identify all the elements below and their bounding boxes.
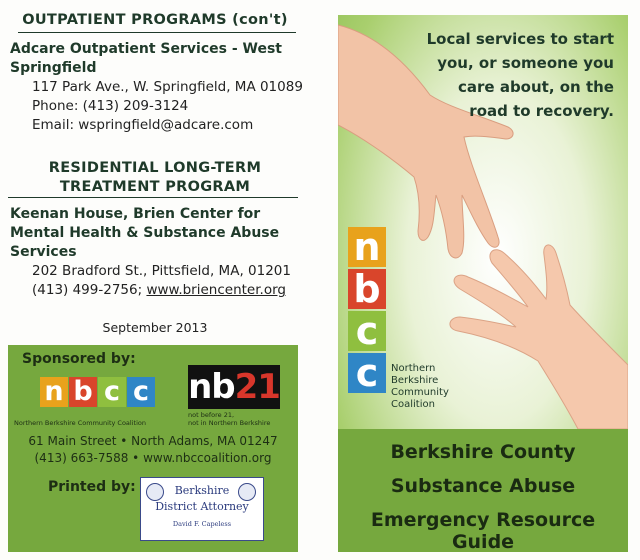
nb21-logo <box>188 365 280 409</box>
da-line3: David F. Capeless <box>172 520 232 528</box>
outpatient-heading: OUTPATIENT PROGRAMS (con't) <box>22 12 288 28</box>
adcare-phone: Phone: (413) 209-3124 <box>32 98 189 114</box>
nb21-caption-line2: not in Northern Berkshire <box>188 419 271 427</box>
coalition-name <box>391 363 449 411</box>
nbcc-tile-c1: c <box>98 377 126 407</box>
nbcc-big-tile-n: n <box>348 227 386 267</box>
adcare-address: 117 Park Ave., W. Springfield, MA 01089 <box>32 79 303 95</box>
sponsored-by-label: Sponsored by: <box>22 351 136 367</box>
nbcc-logo-small <box>40 377 156 407</box>
nb21-caption <box>188 411 298 427</box>
keenan-name-line1: Keenan House, Brien Center for <box>10 206 261 222</box>
lower-hand-icon <box>450 245 628 429</box>
left-panel <box>0 0 310 560</box>
keenan-name-line3: Services <box>10 244 77 260</box>
nb21-text-b: 21 <box>234 367 280 407</box>
adcare-name-line2: Springfield <box>10 60 97 76</box>
adcare-block <box>10 40 310 135</box>
residential-rule <box>8 197 298 198</box>
tagline-line3: care about, on the <box>458 78 614 96</box>
adcare-email: Email: wspringfield@adcare.com <box>32 117 254 133</box>
coalition-line3: Community <box>391 387 449 398</box>
nbcc-big-tile-b: b <box>348 269 386 309</box>
nb21-caption-line1: not before 21, <box>188 411 235 419</box>
keenan-block <box>10 205 310 300</box>
nbcc-tile-n: n <box>40 377 68 407</box>
guide-title-line1: Berkshire County <box>390 441 576 463</box>
residential-heading-line2: TREATMENT PROGRAM <box>59 179 251 195</box>
tagline-line4: road to recovery. <box>469 102 614 120</box>
keenan-address: 202 Bradford St., Pittsfield, MA, 01201 <box>32 263 291 279</box>
keenan-contact <box>10 281 310 300</box>
sponsor-box <box>8 345 298 552</box>
da-line2: District Attorney <box>155 500 249 513</box>
guide-title-line3: Emergency Resource Guide <box>370 509 596 552</box>
keenan-website-link[interactable]: www.briencenter.org <box>146 282 286 298</box>
keenan-name-line2: Mental Health & Substance Abuse <box>10 225 280 241</box>
tagline-line2: you, or someone you <box>437 54 614 72</box>
tagline <box>394 27 614 123</box>
coalition-line2: Berkshire <box>391 375 439 386</box>
tagline-line1: Local services to start <box>426 30 614 48</box>
district-attorney-logo <box>140 477 264 541</box>
guide-title-box <box>338 429 628 552</box>
sponsor-contact: (413) 663-7588 • www.nbccoalition.org <box>34 451 272 465</box>
nbcc-big-tile-c1: c <box>348 311 386 351</box>
nbcc-big-tile-c2: c <box>348 353 386 393</box>
residential-heading-line1: RESIDENTIAL LONG-TERM <box>48 160 262 176</box>
adcare-name-line1: Adcare Outpatient Services - West <box>10 41 282 57</box>
heading-rule <box>18 32 296 33</box>
nbcc-tile-c2: c <box>127 377 155 407</box>
sponsor-address: 61 Main Street • North Adams, MA 01247 <box>28 434 278 448</box>
cover-panel <box>338 15 628 552</box>
nbcc-logo-large <box>348 227 386 395</box>
nbcc-tile-b: b <box>69 377 97 407</box>
keenan-phone: (413) 499-2756; <box>32 282 147 298</box>
publication-date: September 2013 <box>102 320 208 335</box>
printed-by-label: Printed by: <box>48 479 136 495</box>
nb21-text-a: nb <box>188 367 235 407</box>
da-line1: Berkshire <box>174 484 230 497</box>
nbcc-caption: Northern Berkshire Community Coalition <box>14 419 146 427</box>
guide-title-line2: Substance Abuse <box>390 475 576 497</box>
coalition-line4: Coalition <box>391 399 435 410</box>
coalition-line1: Northern <box>391 363 436 374</box>
